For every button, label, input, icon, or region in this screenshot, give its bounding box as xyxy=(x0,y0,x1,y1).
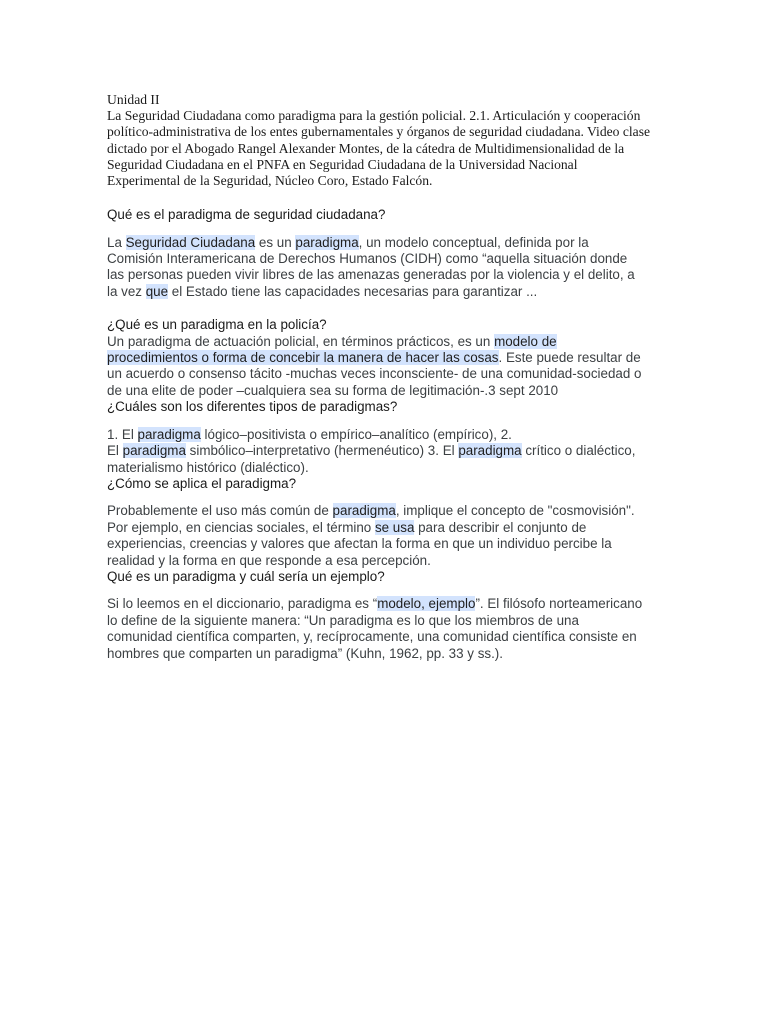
text-run: , un modelo conceptual, definida por la xyxy=(358,234,589,250)
answer-line xyxy=(107,443,662,459)
text-run: ”. El filósofo norteamericano xyxy=(475,596,643,612)
question-heading: ¿Qué es un paradigma en la policía? xyxy=(107,317,327,333)
text-run: la vez xyxy=(107,283,146,299)
answer-line xyxy=(107,503,662,519)
text-run: El xyxy=(107,443,123,459)
header-title: Unidad II xyxy=(107,92,160,107)
highlighted-term: paradigma xyxy=(458,443,522,459)
text-run: Probablemente el uso más común de xyxy=(107,503,333,519)
document-page xyxy=(107,92,662,662)
answer-line: comunidad científica comparten, y, recíprocamente, una comunidad científica consiste en xyxy=(107,629,637,645)
answer-line: las personas pueden vivir libres de las amenazas generadas por la violencia y el delito, a xyxy=(107,267,635,283)
highlighted-term: paradigma xyxy=(295,234,359,250)
answer-line xyxy=(107,520,662,536)
highlighted-term: procedimientos o forma de concebir la manera de hacer las cosas xyxy=(107,350,499,366)
question-heading: ¿Cuáles son los diferentes tipos de paradigmas? xyxy=(107,399,398,415)
highlighted-term: se usa xyxy=(374,519,415,535)
answer-line xyxy=(107,334,662,350)
text-run: 1. El xyxy=(107,426,138,442)
answer-line: un acuerdo o consenso tácito -muchas veces inconsciente- de una comunidad-sociedad o xyxy=(107,366,642,382)
highlighted-term: paradigma xyxy=(122,443,186,459)
text-run: Por ejemplo, en ciencias sociales, el término xyxy=(107,519,375,535)
answer-paragraph xyxy=(107,235,662,301)
highlighted-term: paradigma xyxy=(137,426,201,442)
text-run: La xyxy=(107,234,126,250)
answer-line: lo define de la siguiente manera: “Un paradigma es lo que los miembros de una xyxy=(107,612,579,628)
text-run: simbólico–interpretativo (hermenéutico) 3. El xyxy=(185,443,459,459)
answer-line: realidad y la forma en que responde a esa percepción. xyxy=(107,552,431,568)
highlighted-term: que xyxy=(145,283,169,299)
answer-paragraph xyxy=(107,596,662,662)
text-run: , implique el concepto de "cosmovisión". xyxy=(395,503,635,519)
text-run: para describir el conjunto de xyxy=(414,519,587,535)
header-line: La Seguridad Ciudadana como paradigma para la gestión policial. 2.1. Articulación y cooperación xyxy=(107,108,641,124)
highlighted-term: modelo, ejemplo xyxy=(377,596,476,612)
answer-line: de una elite de poder –cualquiera sea su forma de legitimación-.3 sept 2010 xyxy=(107,382,559,398)
answer-line: materialismo histórico (dialéctico). xyxy=(107,459,309,475)
answer-line xyxy=(107,284,662,300)
document-header xyxy=(107,92,662,189)
question-heading: Qué es un paradigma y cuál sería un ejemplo? xyxy=(107,568,385,584)
answer-line xyxy=(107,427,662,443)
text-run: . Este puede resultar de xyxy=(498,350,641,366)
text-run: crítico o dialéctico, xyxy=(521,443,636,459)
answer-line: experiencias, creencias y valores que afectan la forma en que un individuo percibe la xyxy=(107,536,612,552)
header-line: dictado por el Abogado Rangel Alexander Montes, de la cátedra de Multidimensionalidad de la xyxy=(107,140,625,156)
answer-line xyxy=(107,596,662,612)
header-line: Experimental de la Seguridad, Núcleo Coro, Estado Falcón. xyxy=(107,173,433,189)
question-heading: ¿Cómo se aplica el paradigma? xyxy=(107,475,297,491)
text-run: el Estado tiene las capacidades necesarias para garantizar ... xyxy=(168,283,538,299)
text-run: es un xyxy=(255,234,296,250)
answer-paragraph xyxy=(107,503,662,569)
answer-line: Comisión Interamericana de Derechos Humanos (CIDH) como “aquella situación donde xyxy=(107,251,628,267)
highlighted-term: Seguridad Ciudadana xyxy=(125,234,256,250)
question-heading: Qué es el paradigma de seguridad ciudadana? xyxy=(107,207,386,223)
answer-line xyxy=(107,350,662,366)
header-line: político-administrativa de los entes gubernamentales y órganos de seguridad ciudadana. Video clase xyxy=(107,124,651,140)
answer-paragraph xyxy=(107,427,662,476)
text-run: Un paradigma de actuación policial, en términos prácticos, es un xyxy=(107,333,495,349)
answer-line xyxy=(107,235,662,251)
answer-line: hombres que comparten un paradigma” (Kuhn, 1962, pp. 33 y ss.). xyxy=(107,645,503,661)
answer-paragraph xyxy=(107,334,662,400)
header-line: Seguridad Ciudadana en el PNFA en Seguridad Ciudadana de la Universidad Nacional xyxy=(107,156,578,172)
text-run: lógico–positivista o empírico–analítico (empírico), 2. xyxy=(200,426,512,442)
text-run: Si lo leemos en el diccionario, paradigma es “ xyxy=(107,596,378,612)
highlighted-term: modelo de xyxy=(494,333,557,349)
highlighted-term: paradigma xyxy=(332,503,396,519)
